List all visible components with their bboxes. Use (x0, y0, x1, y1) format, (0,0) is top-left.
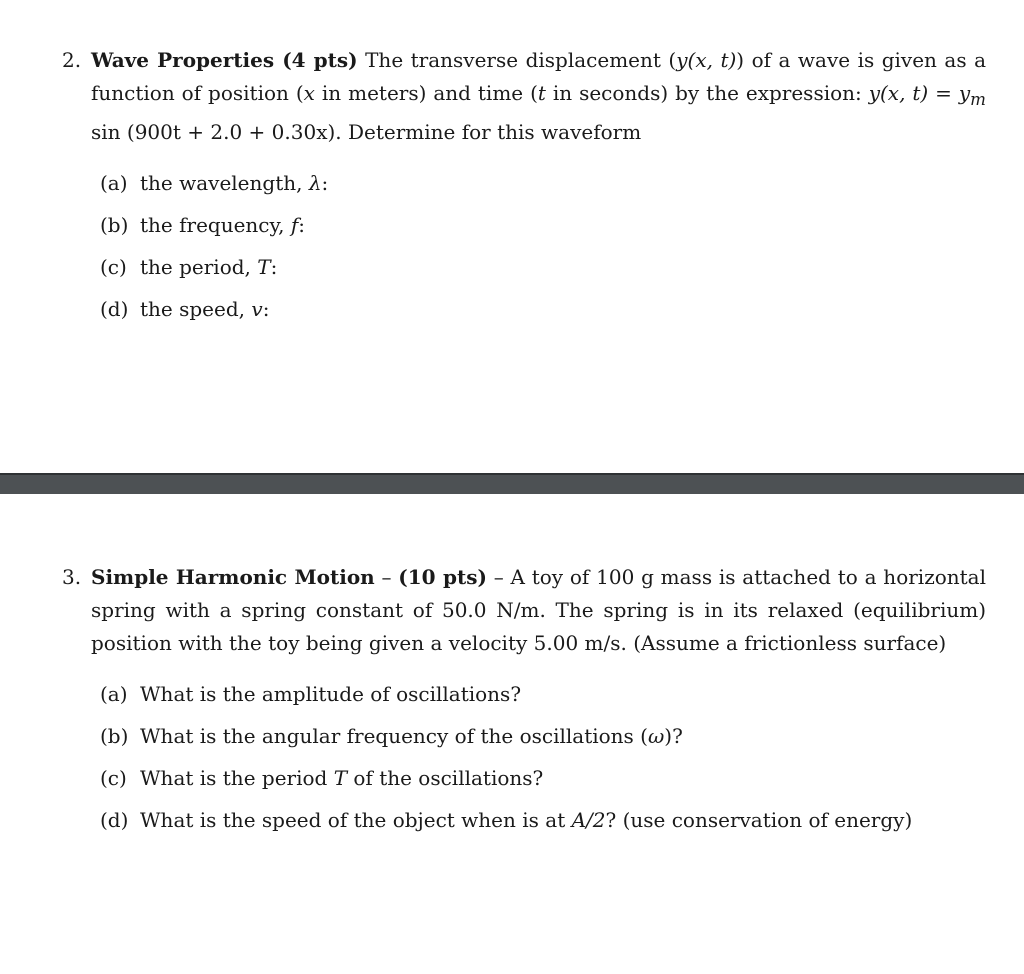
part-symbol: λ (308, 171, 322, 195)
problem-2-title: Wave Properties (4 pts) (91, 48, 358, 72)
part-label: (c) (100, 255, 127, 279)
problem-3 (62, 561, 986, 846)
part-text: the frequency, (140, 213, 291, 237)
part-label: (b) (100, 724, 129, 748)
part-symbol: A/2 (571, 808, 606, 832)
part-label: (a) (100, 171, 128, 195)
problem-2-math: y(x, t) (676, 48, 737, 72)
part-label: (b) (100, 213, 129, 237)
problem-3-dash: – (374, 565, 399, 589)
problem-2-text: ) of a wave is given as a function of position ( (91, 48, 986, 105)
problem-2-stem (62, 44, 986, 149)
part-text: )? (664, 724, 683, 748)
problem-2-text: . Determine for this waveform (335, 120, 642, 144)
problem-3-number: 3. (62, 565, 82, 589)
part-text: the speed, (140, 297, 252, 321)
problem-3-text: – A toy of 100 g mass is attached to a horizontal spring with a spring constant of 50.0 N/m. The spring is in its relaxed (equilibrium) position with the toy being given a velocity 5.00 m/s. (Assume a frictionless surface) (91, 565, 987, 655)
part-text: the period, (140, 255, 258, 279)
part-symbol: f (290, 213, 299, 237)
problem-3-part-a (100, 678, 986, 720)
problem-2-text: The transverse displacement ( (365, 48, 677, 72)
problem-3-parts (62, 678, 986, 846)
problem-3-part-b (100, 720, 986, 762)
problem-2-part-b (100, 209, 986, 251)
part-suffix: : (262, 297, 270, 321)
part-text: What is the amplitude of oscillations? (140, 682, 522, 706)
problem-3-part-c (100, 762, 986, 804)
part-symbol: v (251, 297, 263, 321)
part-label: (d) (100, 297, 129, 321)
part-text: the wavelength, (140, 171, 309, 195)
part-symbol: T (257, 255, 271, 279)
part-text: What is the period (140, 766, 334, 790)
problem-2-part-c (100, 251, 986, 293)
part-suffix: : (321, 171, 329, 195)
part-text: What is the speed of the object when is at (140, 808, 572, 832)
part-symbol: ω (647, 724, 665, 748)
page-divider (0, 473, 1024, 494)
part-symbol: T (333, 766, 348, 790)
problem-2-part-a (100, 167, 986, 209)
part-text: of the oscillations? (347, 766, 544, 790)
problem-2-math: x (303, 81, 315, 105)
part-suffix: : (270, 255, 278, 279)
problem-3-part-d (100, 804, 986, 846)
part-label: (c) (100, 766, 127, 790)
problem-2-text: in seconds) by the expression: (545, 81, 869, 105)
part-label: (a) (100, 682, 128, 706)
problem-2-math: t (537, 81, 546, 105)
problem-2-number: 2. (62, 48, 82, 72)
problem-3-title: Simple Harmonic Motion (91, 565, 375, 589)
part-label: (d) (100, 808, 129, 832)
problem-2-part-d (100, 293, 986, 335)
problem-2 (62, 44, 986, 335)
problem-2-math: y(x, t) = y (868, 81, 971, 105)
part-suffix: : (298, 213, 306, 237)
problem-2-parts (62, 167, 986, 335)
problem-3-points: (10 pts) (398, 565, 487, 589)
problem-2-math: m (970, 90, 986, 109)
part-text: ? (use conservation of energy) (605, 808, 913, 832)
problem-2-expression: sin (900t + 2.0 + 0.30x) (91, 120, 336, 144)
problem-3-stem (62, 561, 986, 660)
part-text: What is the angular frequency of the oscillations ( (140, 724, 648, 748)
problem-2-text: in meters) and time ( (314, 81, 538, 105)
